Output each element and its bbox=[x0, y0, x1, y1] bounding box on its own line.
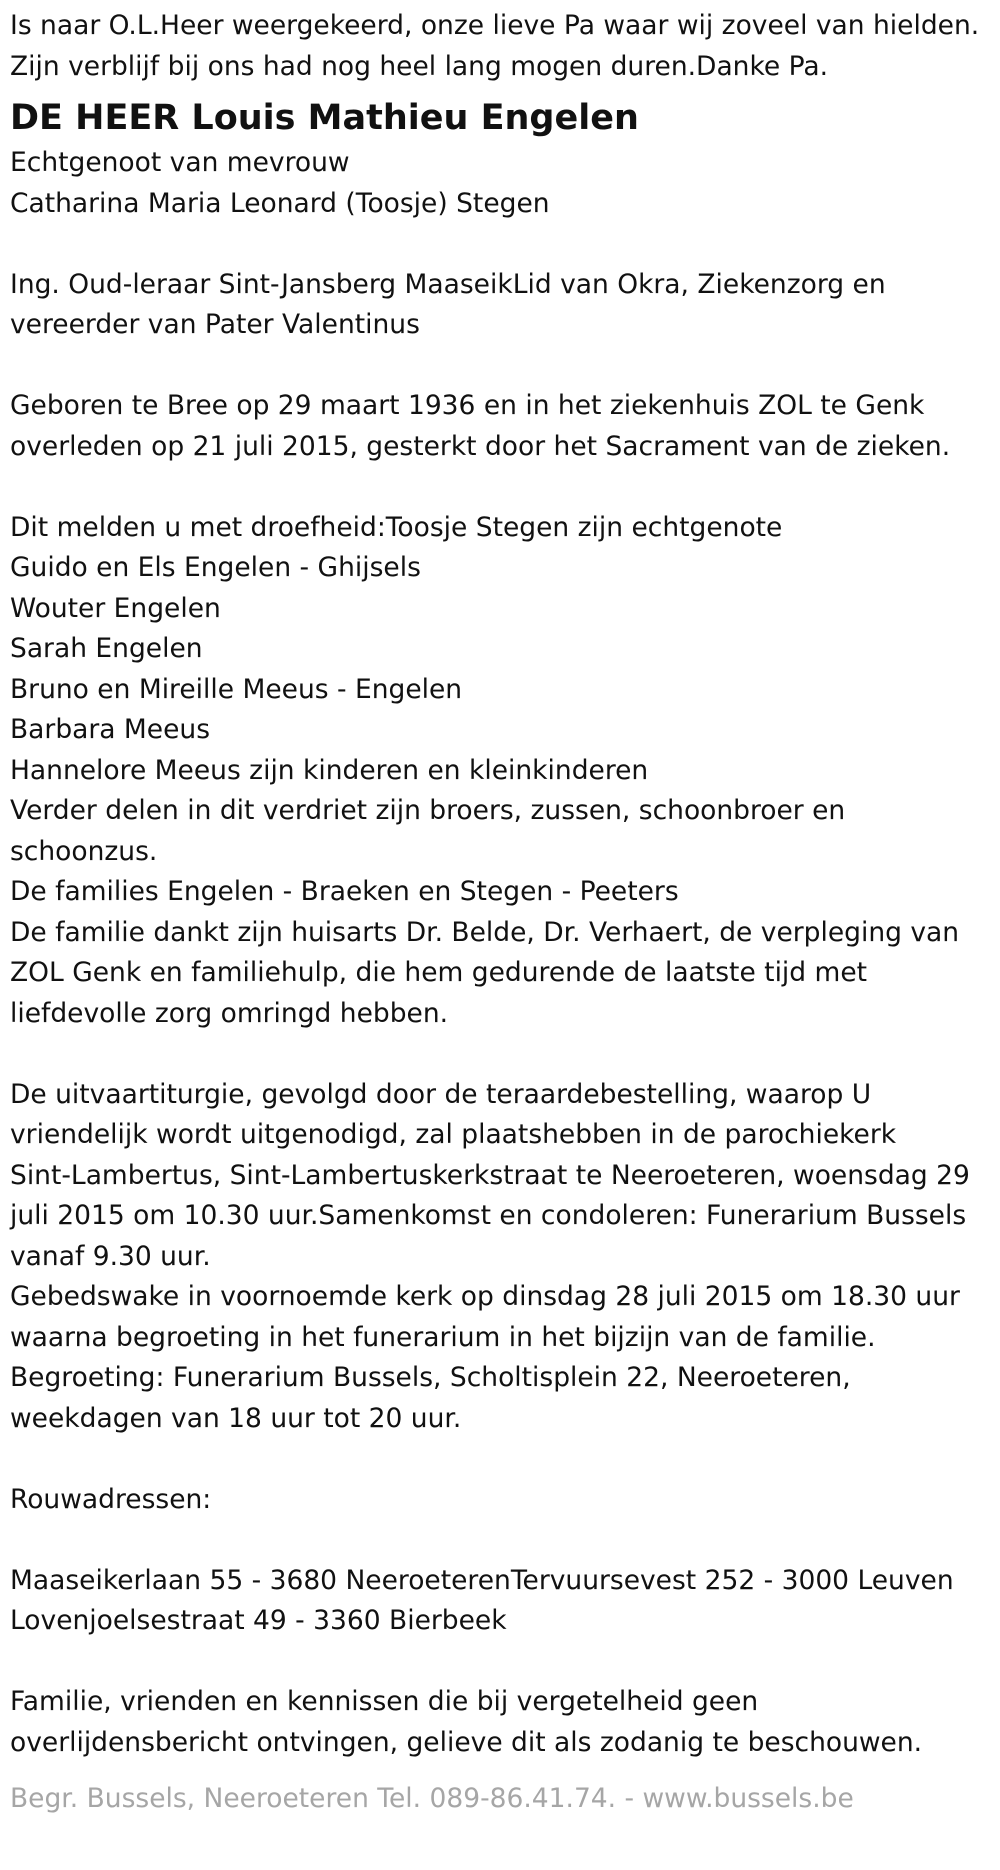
announcement-line: Wouter Engelen bbox=[10, 592, 221, 624]
funeral-line: waarna begroeting in het funerarium in het bijzijn van de familie. bbox=[10, 1321, 876, 1353]
spouse-name: Catharina Maria Leonard (Toosje) Stegen bbox=[10, 187, 550, 219]
addresses-heading: Rouwadressen: bbox=[10, 1483, 212, 1515]
birth-death-section bbox=[10, 386, 995, 467]
announcement-line: liefdevolle zorg omringd hebben. bbox=[10, 997, 449, 1029]
intro-line: Is naar O.L.Heer weergekeerd, onze lieve Pa waar wij zoveel van hielden. bbox=[10, 10, 980, 41]
spouse-label: Echtgenoot van mevrouw bbox=[10, 147, 350, 178]
funeral-section bbox=[10, 1075, 995, 1440]
announcement-line: Verder delen in dit verdriet zijn broers, zussen, schoonbroer en bbox=[10, 795, 846, 826]
announcement-line: De families Engelen - Braeken en Stegen - Peeters bbox=[10, 876, 679, 907]
announcement-line: De familie dankt zijn huisarts Dr. Belde, Dr. Verhaert, de verpleging van bbox=[10, 916, 960, 948]
occupation-section bbox=[10, 265, 995, 346]
funeral-line: juli 2015 om 10.30 uur.Samenkomst en condoleren: Funerarium Bussels bbox=[10, 1200, 967, 1231]
spacer bbox=[10, 346, 995, 387]
funeral-line: weekdagen van 18 uur tot 20 uur. bbox=[10, 1402, 462, 1434]
announcement-line: schoonzus. bbox=[10, 835, 158, 867]
announcement-line: Hannelore Meeus zijn kinderen en kleinkinderen bbox=[10, 754, 649, 786]
deceased-section bbox=[10, 93, 995, 224]
address-line: Maaseikerlaan 55 - 3680 NeeroeterenTervuursevest 252 - 3000 Leuven bbox=[10, 1564, 954, 1596]
closing-section bbox=[10, 1682, 995, 1763]
spacer bbox=[10, 1034, 995, 1075]
closing-line: Familie, vrienden en kennissen die bij vergetelheid geen bbox=[10, 1686, 759, 1717]
occupation-line: Ing. Oud-leraar Sint-Jansberg MaaseikLid van Okra, Ziekenzorg en bbox=[10, 268, 886, 300]
obituary-document bbox=[10, 6, 995, 1820]
address-line: Lovenjoelsestraat 49 - 3360 Bierbeek bbox=[10, 1605, 507, 1636]
spacer bbox=[10, 1520, 995, 1561]
funeral-line: Sint-Lambertus, Sint-Lambertuskerkstraat te Neeroeteren, woensdag 29 bbox=[10, 1159, 970, 1191]
funeral-line: vanaf 9.30 uur. bbox=[10, 1240, 211, 1272]
funeral-line: Gebedswake in voornoemde kerk op dinsdag 28 juli 2015 om 18.30 uur bbox=[10, 1281, 960, 1312]
announcement-line: Sarah Engelen bbox=[10, 633, 203, 664]
announcement-section bbox=[10, 508, 995, 1035]
announcement-line: Bruno en Mireille Meeus - Engelen bbox=[10, 673, 463, 705]
intro-line: Zijn verblijf bij ons had nog heel lang mogen duren.Danke Pa. bbox=[10, 50, 829, 82]
birth-death-line: overleden op 21 juli 2015, gesterkt door het Sacrament van de zieken. bbox=[10, 430, 951, 462]
birth-death-line: Geboren te Bree op 29 maart 1936 en in het ziekenhuis ZOL te Genk bbox=[10, 390, 925, 421]
announcement-line: ZOL Genk en familiehulp, die hem gedurende de laatste tijd met bbox=[10, 957, 868, 988]
deceased-name: DE HEER Louis Mathieu Engelen bbox=[10, 98, 639, 138]
funeral-line: Begroeting: Funerarium Bussels, Scholtisplein 22, Neeroeteren, bbox=[10, 1362, 851, 1393]
announcement-line: Guido en Els Engelen - Ghijsels bbox=[10, 552, 421, 583]
funeral-line: De uitvaartiturgie, gevolgd door de teraardebestelling, waarop U bbox=[10, 1078, 872, 1110]
funeral-line: vriendelijk wordt uitgenodigd, zal plaatshebben in de parochiekerk bbox=[10, 1119, 897, 1150]
spacer bbox=[10, 1439, 995, 1480]
spacer bbox=[10, 467, 995, 508]
spacer bbox=[10, 224, 995, 265]
announcement-line: Dit melden u met droefheid:Toosje Stegen zijn echtgenote bbox=[10, 511, 783, 543]
occupation-line: vereerder van Pater Valentinus bbox=[10, 309, 420, 340]
intro-section bbox=[10, 6, 995, 87]
closing-line: overlijdensbericht ontvingen, gelieve dit als zodanig te beschouwen. bbox=[10, 1726, 923, 1758]
spacer bbox=[10, 1642, 995, 1683]
announcement-line: Barbara Meeus bbox=[10, 714, 211, 745]
funeral-home-footer: Begr. Bussels, Neeroeteren Tel. 089-86.41.74. - www.bussels.be bbox=[10, 1783, 854, 1814]
addresses-section bbox=[10, 1480, 995, 1642]
